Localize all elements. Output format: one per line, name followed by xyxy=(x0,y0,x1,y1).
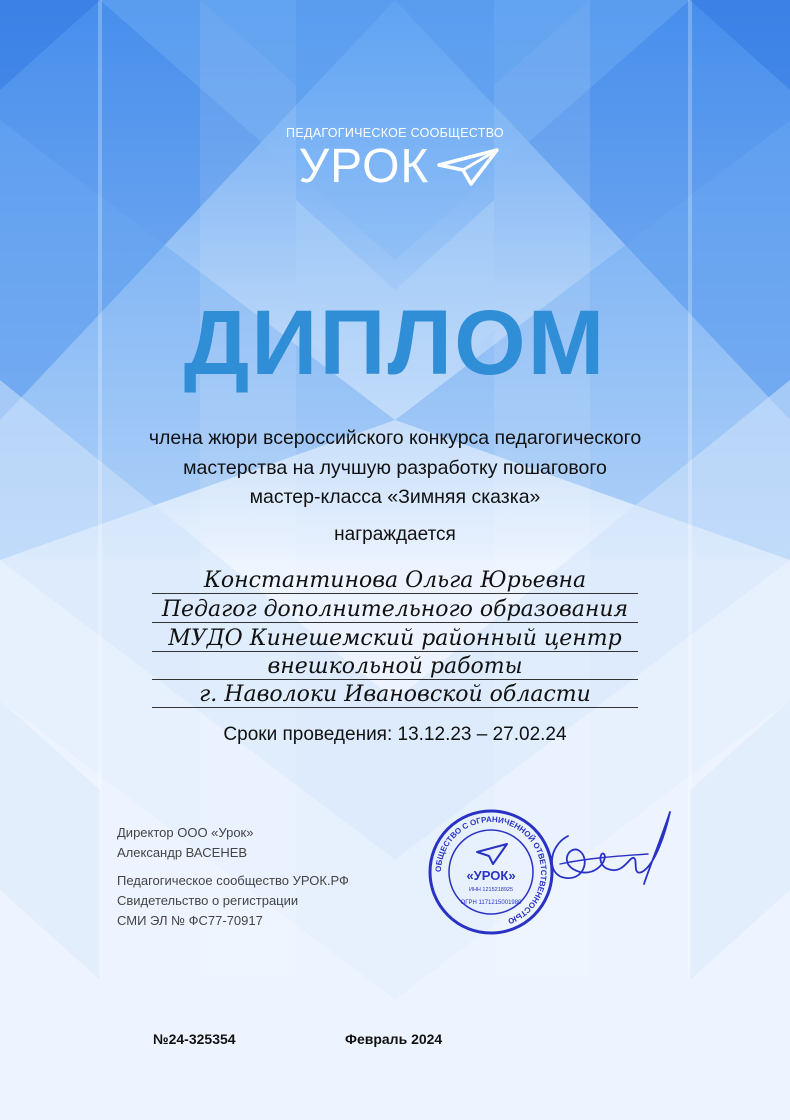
registration-line-1: Педагогическое сообщество УРОК.РФ xyxy=(117,873,349,888)
divider-line xyxy=(152,593,638,594)
registration-line-2: Свидетельство о регистрации xyxy=(117,893,299,908)
signatory-block xyxy=(117,823,253,863)
company-stamp xyxy=(427,808,555,936)
signatory-name: Александр ВАСЕНЕВ xyxy=(117,845,248,860)
issue-date: Февраль 2024 xyxy=(345,1031,443,1047)
registration-line-3: СМИ ЭЛ № ФС77-70917 xyxy=(117,913,263,928)
paper-plane-icon xyxy=(437,148,499,186)
logo-caption: ПЕДАГОГИЧЕСКОЕ СООБЩЕСТВО xyxy=(286,126,504,140)
handwritten-signature xyxy=(538,806,678,896)
logo-word: УРОК xyxy=(298,140,430,193)
logo xyxy=(0,126,790,192)
divider-line xyxy=(152,679,638,680)
recipient-organization-cont: внешкольной работы xyxy=(267,654,523,679)
diploma-title: ДИПЛОМ xyxy=(183,292,607,394)
divider-line xyxy=(152,651,638,652)
registration-block xyxy=(117,871,349,931)
subtitle-line-3: мастер-класса «Зимняя сказка» xyxy=(249,486,541,508)
divider-line xyxy=(152,707,638,708)
stamp-inn: ИНН 1215218925 xyxy=(468,887,514,893)
recipient-organization: МУДО Кинешемский районный центр xyxy=(168,626,622,651)
recipient-position: Педагог дополнительного образования xyxy=(161,597,629,622)
diploma-subtitle xyxy=(95,424,695,513)
event-dates: Сроки проведения: 13.12.23 – 27.02.24 xyxy=(223,724,567,745)
subtitle-line-2: мастерства на лучшую разработку пошагового xyxy=(183,456,607,479)
recipient-location: г. Наволоки Ивановской области xyxy=(199,682,591,707)
signatory-title: Директор ООО «Урок» xyxy=(117,825,254,840)
recipient-name: Константинова Ольга Юрьевна xyxy=(203,568,587,593)
awarded-label: награждается xyxy=(334,524,456,545)
stamp-center-text: «УРОК» xyxy=(466,868,516,883)
diploma-number: №24-325354 xyxy=(153,1031,236,1047)
stamp-plane-icon xyxy=(477,844,507,864)
stamp-ring-text: ОБЩЕСТВО С ОГРАНИЧЕННОЙ ОТВЕТСТВЕННОСТЬЮ xyxy=(433,814,549,926)
stamp-ogrn: ОГРН 1171215001980 xyxy=(460,900,522,906)
subtitle-line-1: члена жюри всероссийского конкурса педагогического xyxy=(148,427,642,449)
divider-line xyxy=(152,622,638,623)
